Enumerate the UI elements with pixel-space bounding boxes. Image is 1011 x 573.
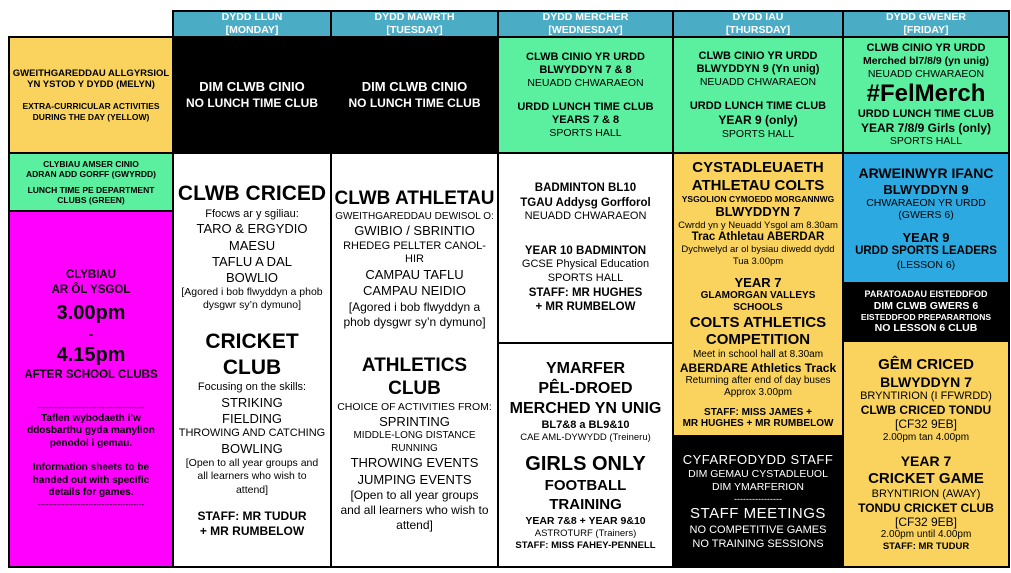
text-line: [Agored i bob flwyddyn a phob dysgwr sy’n dymuno] — [181, 286, 323, 312]
text-line: YEAR 7 — [734, 274, 782, 290]
girls-only-title: GIRLS ONLY — [525, 453, 646, 476]
legend-green-line: CLYBIAU AMSER CINIO — [43, 158, 139, 169]
text-line: Tua 3.00pm — [732, 255, 784, 267]
cell-tuesday-after-school — [330, 152, 499, 568]
text-line: RHEDEG PELLTER CANOL-HIR — [343, 239, 486, 266]
text-line: URDD LUNCH TIME CLUB — [689, 100, 827, 113]
text-line: [Agored i bob flwyddyn a phob dysgwr sy’n dymuno] — [343, 299, 486, 329]
text-line: Meet in school hall at 8.30am — [692, 349, 824, 361]
text-line: [CF32 9EB] — [894, 514, 958, 529]
cell-thursday-athletics-event — [672, 152, 844, 437]
staff-line: STAFF: MR TUDUR — [197, 508, 307, 523]
text-line: TAFLU A DAL — [212, 253, 292, 269]
text-line: Returning after end of day buses — [685, 374, 831, 386]
staff-line: MR HUGHES + MR RUMBELOW — [682, 418, 834, 430]
header-friday — [842, 10, 1010, 38]
text-line: Merched bl7/8/9 (yn unig) — [862, 55, 990, 68]
text-line: DIM GEMAU CYSTADLEUOL — [688, 467, 828, 480]
text-line: NO LESSON 6 CLUB — [874, 322, 978, 335]
text-line: THROWING EVENTS — [350, 455, 479, 471]
text-line: Approx 3.00pm — [724, 386, 792, 398]
text-line: URDD LUNCH TIME CLUB — [857, 108, 995, 121]
text-line: CAMPAU NEIDIO — [362, 283, 467, 299]
text-line: 2.00pm tan 4.00pm — [882, 431, 970, 443]
header-monday — [172, 10, 332, 38]
text-line: PÊL-DROED — [538, 379, 633, 397]
text-line: SPORTS HALL — [549, 126, 622, 139]
cell-monday-after-school — [172, 152, 332, 568]
after-school-title-welsh: CLYBIAU — [65, 269, 117, 282]
no-lunch-club-welsh: DIM CLWB CINIO — [199, 79, 305, 95]
legend-green-line: CLUBS (GREEN) — [57, 195, 125, 206]
text-line: TGAU Addysg Gorfforol — [520, 196, 651, 209]
clwb-athletau-title: CLWB ATHLETAU — [334, 188, 495, 210]
text-line: Ffocws ar y sgiliau: — [205, 207, 299, 220]
text-line: MERCHED YN UNIG — [509, 399, 662, 417]
text-line: SPRINTING — [379, 414, 450, 430]
athletics-club-title: ATHLETICS CLUB — [361, 354, 468, 400]
text-line: GWEITHGAREDDAU DEWISOL O: — [335, 210, 494, 222]
legend-yellow-line: EXTRA-CURRICULAR ACTIVITIES — [22, 101, 160, 112]
legend-extracurricular-yellow — [8, 36, 174, 154]
text-line: [Open to all year groups and all learners who wish to attend] — [340, 487, 489, 532]
text-line: YEAR 7&8 + YEAR 9&10 — [525, 514, 646, 527]
staff-line: STAFF: MISS FAHEY-PENNELL — [515, 539, 656, 551]
text-line: CRICKET GAME — [868, 469, 984, 487]
info-note-english: Information sheets to be handed out with specific details for games. — [32, 462, 150, 499]
legend-yellow-line: GWEITHGAREDDAU ALLGYRSIOL — [12, 67, 170, 79]
text-line: (GWERS 6) — [898, 209, 954, 222]
text-line: BOWLING — [221, 441, 283, 457]
header-tuesday-welsh: DYDD MAWRTH — [374, 10, 455, 23]
text-line: BLWYDDYN 7 — [880, 373, 972, 390]
cell-friday-sports-leaders — [842, 152, 1010, 284]
text-line: TRAINING — [549, 495, 622, 513]
header-thursday-english: [THURSDAY] — [725, 24, 791, 36]
legend-yellow-line: DURING THE DAY (YELLOW) — [32, 111, 150, 122]
text-line: ARWEINWYR IFANC — [858, 165, 994, 182]
header-tuesday-english: [TUESDAY] — [386, 24, 443, 36]
text-line: YEAR 7/8/9 Girls (only) — [860, 121, 992, 136]
header-friday-welsh: DYDD GWENER — [886, 10, 966, 23]
text-line: CLWB CINIO YR URDD — [698, 50, 818, 63]
text-line: TONDU CRICKET CLUB — [858, 500, 994, 515]
text-line: YEAR 10 BADMINTON — [524, 244, 647, 257]
felmerch-hashtag: #FelMerch — [866, 79, 986, 107]
header-monday-welsh: DYDD LLUN — [221, 10, 283, 23]
text-line: BRYNTIRION (AWAY) — [871, 487, 981, 500]
text-line: BLWYDDYN 7 — [715, 204, 801, 220]
text-line: URDD SPORTS LEADERS — [855, 244, 997, 257]
cell-friday-eisteddfod — [842, 282, 1010, 342]
after-school-start-time: 3.00pm — [56, 301, 126, 324]
time-range-dash: - — [88, 325, 94, 342]
separator-line: ---------------- — [734, 494, 782, 504]
cell-thursday-staff-meetings — [672, 435, 844, 568]
staff-line: STAFF: MR TUDUR — [882, 540, 970, 552]
legend-pe-clubs-green — [8, 152, 174, 212]
text-line: (LESSON 6) — [896, 258, 956, 271]
text-line: STRIKING — [221, 394, 283, 410]
text-line: BADMINTON BL10 — [534, 182, 637, 195]
text-line: YEAR 7 — [900, 453, 952, 470]
staff-line: + MR RUMBELOW — [199, 523, 305, 538]
text-line: FOOTBALL — [544, 477, 627, 495]
staff-line: + MR RUMBELOW — [535, 301, 636, 314]
legend-yellow-line: YN YSTOD Y DYDD (MELYN) — [27, 79, 155, 91]
text-line: BRYNTIRION (I FFWRDD) — [860, 390, 992, 403]
text-line: [CF32 9EB] — [894, 417, 958, 432]
cell-monday-lunch — [172, 36, 332, 154]
text-line: CLWB CRICED TONDU — [860, 403, 992, 418]
text-line: GÊM CRICED — [878, 356, 974, 374]
after-school-title-english: AFTER SCHOOL CLUBS — [24, 369, 158, 382]
text-line: CLWB CINIO YR URDD — [526, 50, 645, 63]
text-line: GWIBIO / SBRINTIO — [354, 223, 475, 239]
separator-line: ---------------------------------------- — [37, 402, 145, 412]
text-line: MIDDLE-LONG DISTANCE RUNNING — [353, 430, 476, 454]
text-line: THROWING AND CATCHING — [178, 427, 326, 440]
text-line: BLWYDDYN 9 — [883, 181, 969, 197]
text-line: BL7&8 a BL9&10 — [541, 418, 630, 431]
text-line: CYFARFODYDD STAFF — [682, 451, 834, 467]
legend-green-line: LUNCH TIME PE DEPARTMENT — [27, 185, 155, 195]
info-note-welsh: Taflen wybodaeth i’w ddosbarthu gyda manylion penodol i gemau. — [27, 412, 155, 449]
staff-line: STAFF: MR HUGHES — [528, 286, 643, 299]
after-school-end-time: 4.15pm — [56, 344, 126, 367]
staff-line: STAFF: MISS JAMES + — [704, 406, 812, 418]
cell-wednesday-after-school — [497, 342, 674, 568]
text-line: Cwrdd yn y Neuadd Ysgol am 8.30am — [678, 219, 838, 231]
text-line: FIELDING — [222, 411, 282, 427]
text-line: YEAR 9 — [902, 229, 950, 245]
text-line: ABERDARE Athletics Track — [679, 360, 837, 375]
event-title-welsh: CYSTADLEUAETH — [692, 158, 824, 176]
text-line: Focusing on the skills: — [197, 381, 307, 394]
cell-wednesday-pe-club — [497, 152, 674, 344]
text-line: BLWYDDYN 7 & 8 — [539, 63, 632, 76]
text-line: NO TRAINING SESSIONS — [692, 537, 824, 550]
text-line: [Open to all year groups and all learners who wish to attend] — [185, 457, 319, 496]
event-title-english: COLTS ATHLETICS — [689, 313, 827, 331]
text-line: URDD LUNCH TIME CLUB — [517, 101, 654, 113]
text-line: SPORTS HALL — [889, 135, 963, 148]
text-line: ASTROTURF (Trainers) — [534, 527, 637, 539]
text-line: DIM CLWB GWERS 6 — [873, 299, 979, 312]
text-line: GCSE Physical Education — [521, 258, 650, 271]
text-line: BOWLIO — [225, 270, 278, 286]
text-line: YSGOLION CYMOEDD MORGANNWG — [681, 194, 835, 205]
text-line: CHWARAEON YR URDD — [866, 196, 986, 209]
text-line: MAESU — [228, 237, 276, 253]
cell-thursday-lunch — [672, 36, 844, 154]
event-title-english: COMPETITION — [705, 331, 811, 349]
text-line: CAE AML-DYWYDD (Treineru) — [520, 432, 651, 444]
cell-friday-lunch — [842, 36, 1010, 154]
text-line: YMARFER — [545, 359, 626, 377]
header-thursday — [672, 10, 844, 38]
text-line: NEUADD CHWARAEON — [524, 210, 647, 223]
text-line: CLWB CINIO YR URDD — [866, 42, 986, 55]
cell-tuesday-lunch — [330, 36, 499, 154]
clwb-criced-title: CLWB CRICED — [177, 182, 327, 206]
text-line: TARO & ERGYDIO — [196, 221, 308, 237]
header-thursday-welsh: DYDD IAU — [732, 10, 784, 23]
text-line: NO COMPETITIVE GAMES — [689, 524, 827, 536]
cell-wednesday-lunch — [497, 36, 674, 154]
text-line: NEUADD CHWARAEON — [867, 67, 985, 80]
text-line: 2.00pm until 4.00pm — [880, 528, 972, 540]
text-line: CHOICE OF ACTIVITIES FROM: — [337, 401, 492, 414]
cell-friday-cricket-game — [842, 340, 1010, 568]
event-title-welsh: ATHLETAU COLTS — [691, 176, 825, 194]
no-lunch-club-english: NO LUNCH TIME CLUB — [348, 95, 481, 110]
header-wednesday-english: [WEDNESDAY] — [548, 24, 623, 36]
no-lunch-club-welsh: DIM CLWB CINIO — [361, 79, 468, 95]
text-line: BLWYDDYN 9 (Yn unig) — [696, 63, 820, 76]
text-line: YEAR 9 (only) — [718, 113, 798, 128]
header-tuesday — [330, 10, 499, 38]
text-line: SPORTS HALL — [721, 127, 795, 140]
text-line: PARATOADAU EISTEDDFOD — [864, 289, 988, 300]
text-line: NEUADD CHWARAEON — [527, 76, 644, 89]
no-lunch-club-english: NO LUNCH TIME CLUB — [186, 95, 318, 110]
text-line: GLAMORGAN VALLEYS SCHOOLS — [700, 290, 816, 313]
text-line: CAMPAU TAFLU — [365, 267, 464, 283]
text-line: SPORTS HALL — [547, 272, 624, 285]
text-line: YEARS 7 & 8 — [551, 113, 620, 126]
separator-line: ---------------------------------------- — [37, 499, 145, 509]
text-line: Trac Athletau ABERDAR — [691, 230, 825, 243]
legend-green-line: ADRAN ADD GORFF (GWYRDD) — [25, 168, 156, 179]
text-line: EISTEDDFOD PREPARARTIONS — [860, 312, 992, 323]
header-friday-english: [FRIDAY] — [903, 24, 949, 36]
text-line: DIM YMARFERION — [712, 480, 804, 493]
header-wednesday-welsh: DYDD MERCHER — [542, 10, 629, 23]
header-monday-english: [MONDAY] — [225, 24, 279, 36]
header-wednesday — [497, 10, 674, 38]
text-line: STAFF MEETINGS — [690, 505, 826, 523]
legend-after-school-magenta — [8, 210, 174, 568]
cricket-club-title: CRICKET CLUB — [205, 329, 299, 379]
text-line: NEUADD CHWARAEON — [699, 76, 817, 89]
text-line: JUMPING EVENTS — [357, 471, 472, 487]
text-line: Dychwelyd ar ol bysiau diwedd dydd — [681, 244, 835, 256]
after-school-title-welsh: AR ÔL YSGOL — [51, 283, 131, 296]
